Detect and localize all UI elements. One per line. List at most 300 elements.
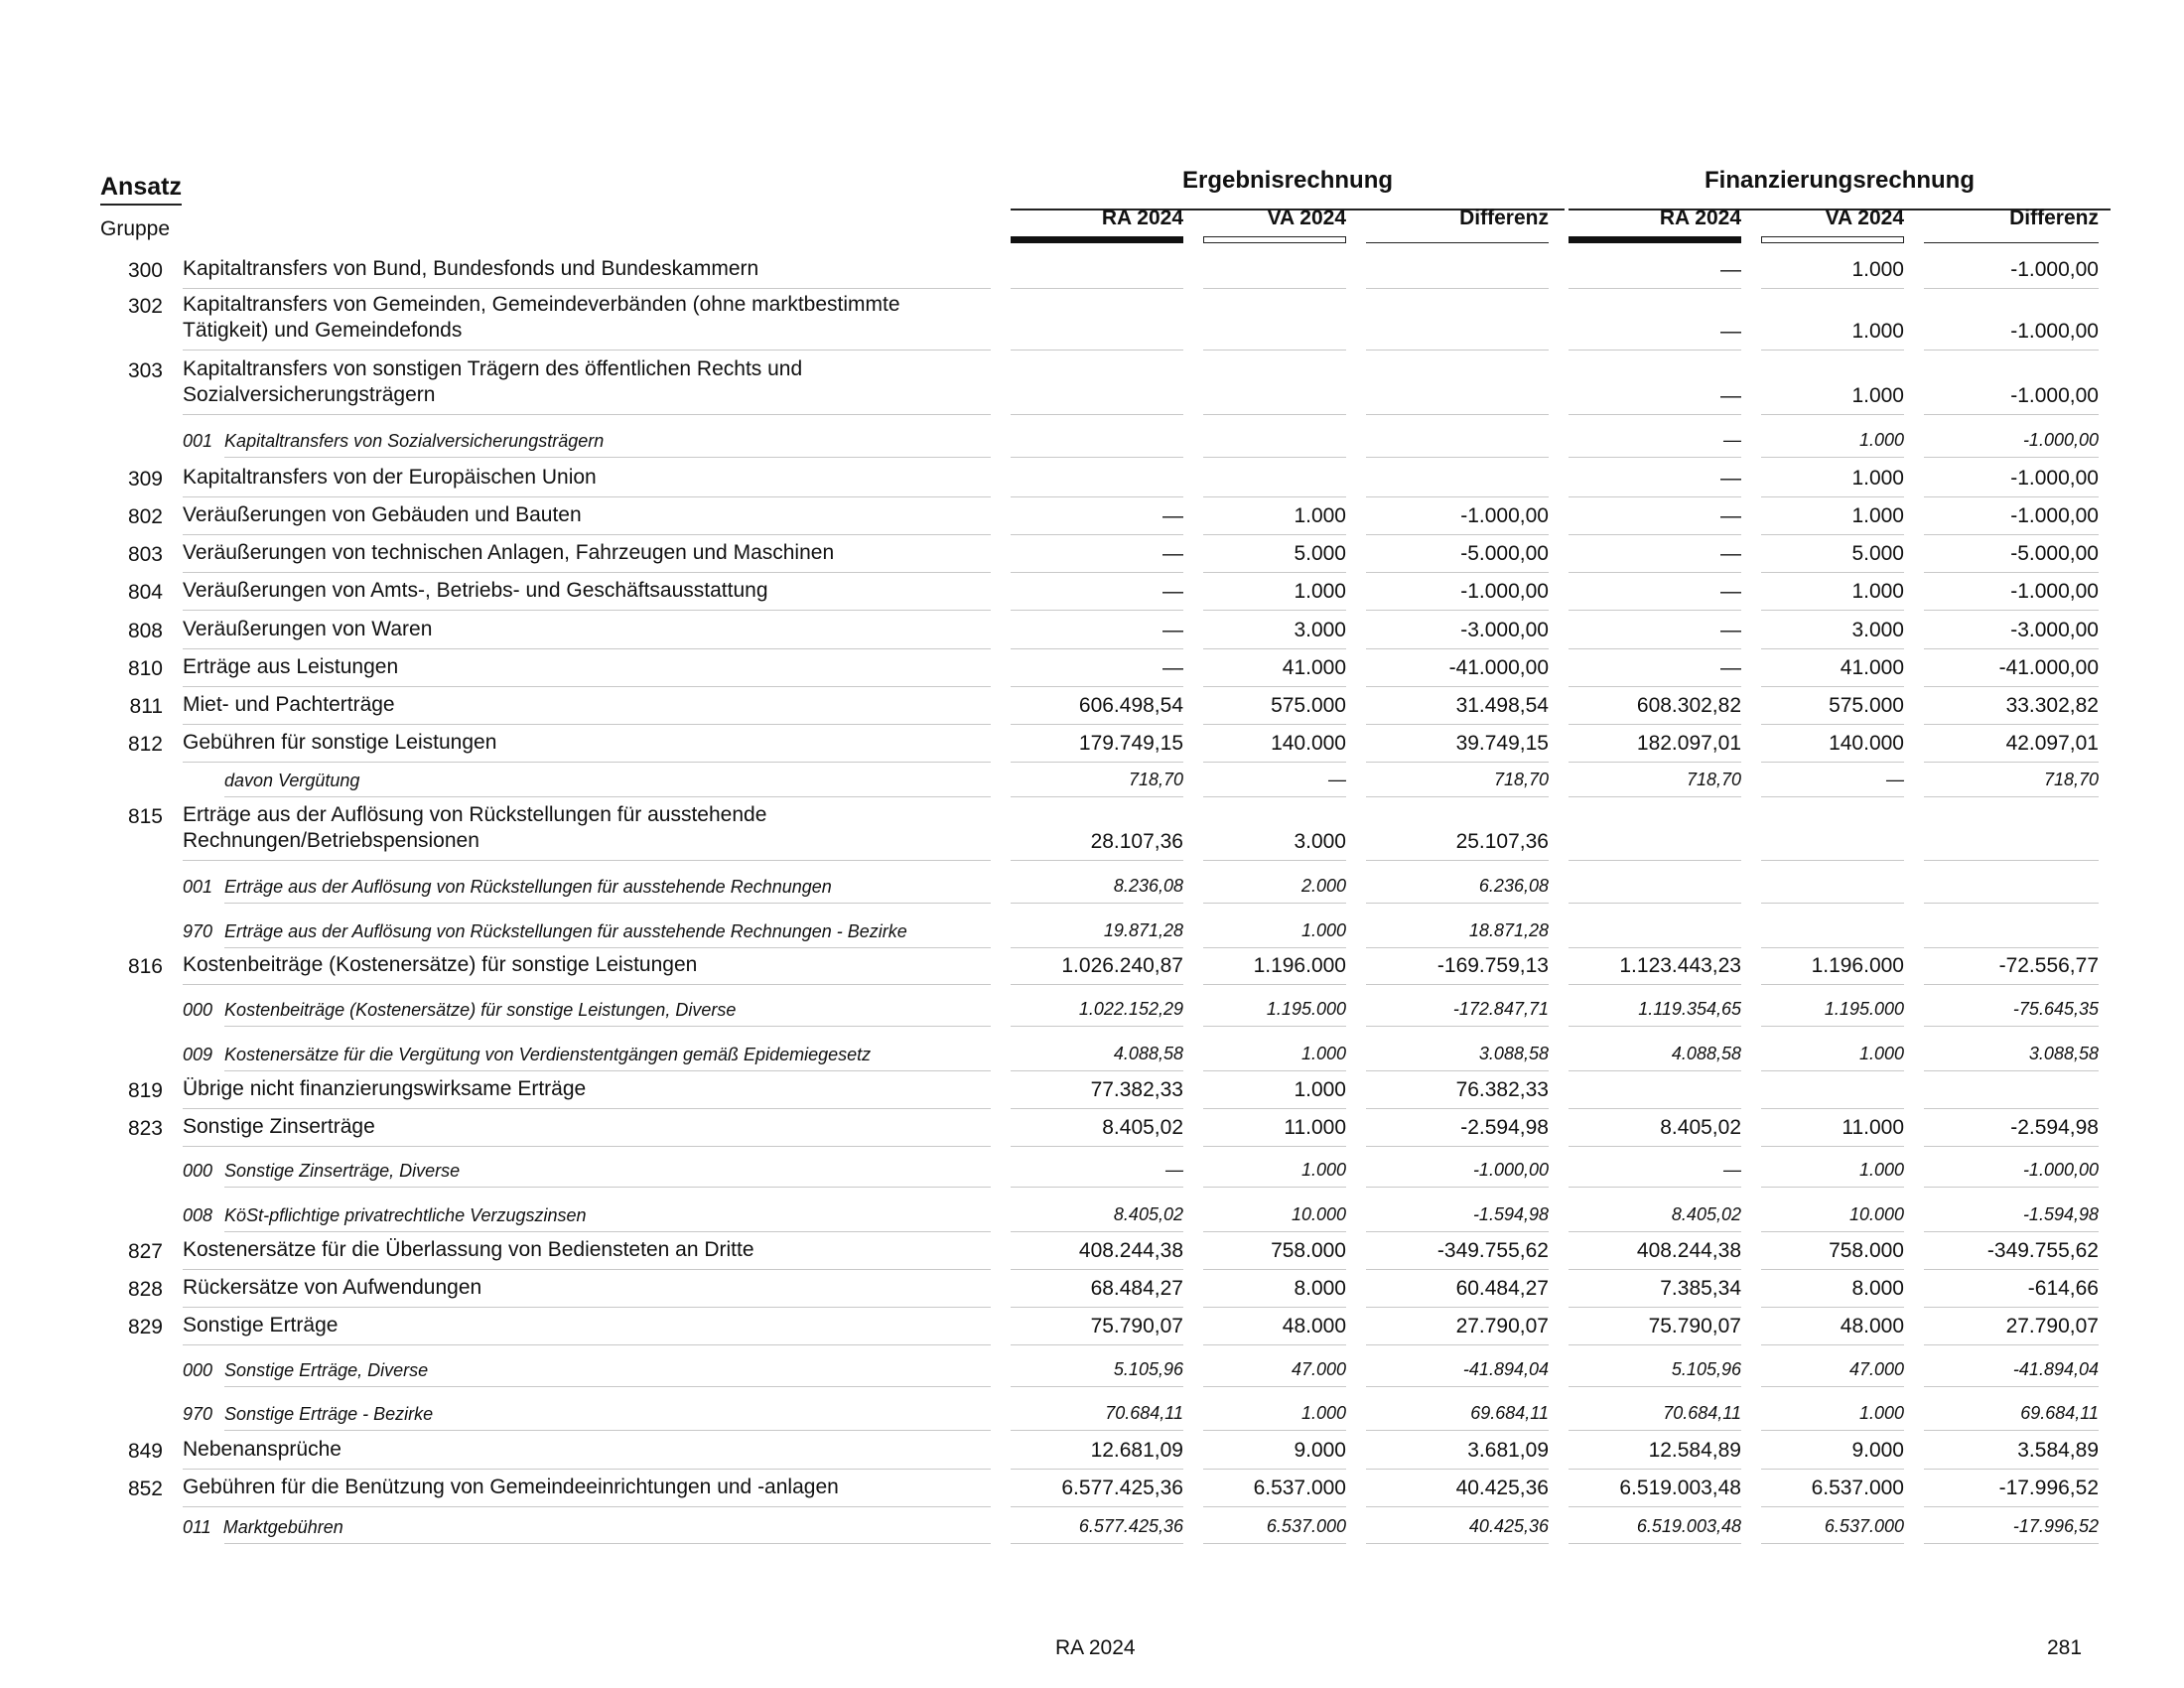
ansatz-code: 852 — [127, 1477, 163, 1500]
cell-finanz-ra: 75.790,07 — [1648, 1315, 1741, 1337]
row-label — [183, 292, 997, 344]
cell-finanz-df: -17.996,52 — [1998, 1477, 2099, 1499]
cell-divider — [1366, 534, 1549, 535]
cell-divider — [1924, 1269, 2099, 1270]
cell-finanz-ra: — — [1720, 542, 1741, 565]
cell-divider — [1761, 1269, 1904, 1270]
cell-ergebnis-va: 3.000 — [1294, 830, 1346, 853]
cell-ergebnis-ra: 6.577.425,36 — [1061, 1477, 1183, 1499]
cell-divider — [1761, 457, 1904, 458]
cell-finanz-va: 47.000 — [1848, 1359, 1904, 1379]
gruppe-heading: Gruppe — [100, 217, 171, 240]
column-marker-va — [1761, 236, 1904, 243]
cell-ergebnis-va: 41.000 — [1282, 656, 1346, 679]
footer-report-label: RA 2024 — [1055, 1636, 1136, 1659]
row-divider — [224, 1187, 991, 1188]
cell-ergebnis-va: 1.000 — [1300, 1403, 1346, 1423]
cell-divider — [1011, 1469, 1183, 1470]
cell-divider — [1011, 686, 1183, 687]
ansatz-code: 812 — [127, 733, 163, 756]
row-label — [183, 1313, 997, 1338]
cell-divider — [1011, 648, 1183, 649]
row-divider — [224, 1231, 991, 1232]
cell-divider — [1569, 1307, 1741, 1308]
cell-divider — [1011, 796, 1183, 797]
cell-divider — [1203, 1543, 1346, 1544]
ansatz-code: 808 — [127, 620, 163, 642]
cell-divider — [1761, 288, 1904, 289]
cell-ergebnis-df: -172.847,71 — [1452, 999, 1549, 1019]
cell-ergebnis-va: 1.195.000 — [1266, 999, 1346, 1019]
cell-divider — [1569, 572, 1741, 573]
cell-divider — [1924, 984, 2099, 985]
sub-label-text: Sonstige Zinserträge, Diverse — [224, 1161, 461, 1181]
row-divider — [183, 1307, 991, 1308]
cell-divider — [1761, 350, 1904, 351]
table-row — [0, 536, 2184, 574]
cell-divider — [1203, 1070, 1346, 1071]
cell-finanz-df: -17.996,52 — [2012, 1516, 2099, 1536]
cell-finanz-df: 27.790,07 — [2005, 1315, 2099, 1337]
cell-finanz-ra: 1.119.354,65 — [1638, 999, 1741, 1019]
cell-finanz-df: -5.000,00 — [2010, 542, 2099, 565]
column-header-finanz-ra: RA 2024 — [1659, 207, 1741, 229]
table-row — [0, 252, 2184, 290]
cell-finanz-ra: 408.244,38 — [1636, 1239, 1741, 1262]
row-label — [183, 540, 997, 566]
cell-ergebnis-df: 3.681,09 — [1467, 1439, 1549, 1462]
row-label — [183, 1158, 997, 1184]
table-subrow — [0, 1507, 2184, 1545]
cell-divider — [1011, 457, 1183, 458]
cell-divider — [1011, 288, 1183, 289]
cell-divider — [1203, 496, 1346, 497]
cell-divider — [1366, 724, 1549, 725]
ansatz-code: 804 — [127, 581, 163, 604]
cell-divider — [1761, 648, 1904, 649]
row-divider — [183, 288, 991, 289]
cell-divider — [1203, 1108, 1346, 1109]
row-divider — [183, 534, 991, 535]
cell-divider — [1761, 1543, 1904, 1544]
cell-divider — [1569, 1543, 1741, 1544]
cell-divider — [1761, 1344, 1904, 1345]
cell-ergebnis-va: 48.000 — [1282, 1315, 1346, 1337]
cell-divider — [1569, 496, 1741, 497]
cell-divider — [1761, 1187, 1904, 1188]
cell-divider — [1203, 724, 1346, 725]
cell-divider — [1366, 610, 1549, 611]
sub-code: 001 — [183, 877, 213, 897]
row-label — [183, 465, 997, 491]
cell-finanz-df: -1.000,00 — [2022, 430, 2099, 450]
cell-divider — [1924, 1344, 2099, 1345]
cell-divider — [1011, 1026, 1183, 1027]
label-line: Veräußerungen von technischen Anlagen, Fahrzeugen und Maschinen — [183, 541, 835, 564]
row-label — [183, 918, 997, 944]
cell-finanz-va: 575.000 — [1829, 694, 1904, 717]
cell-divider — [1366, 984, 1549, 985]
cell-ergebnis-va: 9.000 — [1294, 1439, 1346, 1462]
cell-ergebnis-ra: 179.749,15 — [1078, 732, 1183, 755]
cell-ergebnis-df: -1.000,00 — [1460, 580, 1549, 603]
cell-divider — [1569, 1344, 1741, 1345]
cell-divider — [1569, 1430, 1741, 1431]
column-marker-ra — [1569, 236, 1741, 243]
cell-divider — [1569, 686, 1741, 687]
cell-divider — [1366, 796, 1549, 797]
cell-ergebnis-df: -1.000,00 — [1460, 504, 1549, 527]
label-line: Veräußerungen von Gebäuden und Bauten — [183, 503, 582, 526]
row-divider — [183, 572, 991, 573]
cell-divider — [1203, 984, 1346, 985]
row-divider — [224, 796, 991, 797]
row-divider — [224, 1070, 991, 1071]
column-marker-df — [1366, 236, 1549, 243]
cell-finanz-ra: 4.088,58 — [1671, 1044, 1741, 1063]
cell-ergebnis-ra: 70.684,11 — [1105, 1403, 1183, 1423]
cell-divider — [1761, 1070, 1904, 1071]
cell-finanz-df: 3.584,89 — [2017, 1439, 2099, 1462]
cell-divider — [1011, 350, 1183, 351]
label-line: Rückersätze von Aufwendungen — [183, 1276, 482, 1299]
cell-finanz-df: -3.000,00 — [2010, 619, 2099, 641]
cell-divider — [1203, 1026, 1346, 1027]
cell-finanz-ra: 8.405,02 — [1671, 1204, 1741, 1224]
cell-finanz-va: 6.537.000 — [1824, 1516, 1904, 1536]
cell-divider — [1761, 1026, 1904, 1027]
cell-divider — [1569, 1469, 1741, 1470]
cell-finanz-df: -349.755,62 — [1986, 1239, 2099, 1262]
row-divider — [224, 1543, 991, 1544]
row-divider — [224, 1026, 991, 1027]
cell-finanz-va: 11.000 — [1842, 1116, 1904, 1139]
row-label — [183, 654, 997, 680]
cell-finanz-va: — — [1886, 770, 1904, 789]
row-label — [183, 428, 997, 454]
cell-ergebnis-va: 1.000 — [1300, 920, 1346, 940]
cell-divider — [1924, 610, 2099, 611]
cell-ergebnis-ra: 606.498,54 — [1078, 694, 1183, 717]
ansatz-code: 829 — [127, 1316, 163, 1338]
row-divider — [224, 1430, 991, 1431]
sub-label-text: Marktgebühren — [222, 1517, 343, 1537]
cell-divider — [1569, 288, 1741, 289]
cell-divider — [1366, 350, 1549, 351]
row-divider — [183, 648, 991, 649]
row-label — [183, 356, 997, 408]
ansatz-code: 815 — [127, 805, 163, 828]
cell-divider — [1366, 1469, 1549, 1470]
table-row — [0, 650, 2184, 688]
cell-ergebnis-ra: — — [1162, 619, 1183, 641]
cell-divider — [1366, 1231, 1549, 1232]
row-label — [183, 578, 997, 604]
cell-divider — [1761, 572, 1904, 573]
row-divider — [183, 350, 991, 351]
cell-finanz-ra: 1.123.443,23 — [1619, 954, 1741, 977]
cell-finanz-va: 1.000 — [1851, 384, 1904, 407]
cell-finanz-df: -1.000,00 — [2010, 320, 2099, 343]
table-row — [0, 800, 2184, 862]
cell-divider — [1011, 1187, 1183, 1188]
cell-finanz-va: 5.000 — [1851, 542, 1904, 565]
row-divider — [183, 1469, 991, 1470]
cell-divider — [1924, 1231, 2099, 1232]
sub-code: 970 — [183, 921, 213, 941]
cell-finanz-va: 758.000 — [1829, 1239, 1904, 1262]
cell-finanz-va: 8.000 — [1851, 1277, 1904, 1300]
sub-label-text: Erträge aus der Auflösung von Rückstellungen für ausstehende Rechnungen — [224, 877, 832, 897]
cell-divider — [1366, 686, 1549, 687]
table-row — [0, 461, 2184, 498]
cell-ergebnis-ra: 408.244,38 — [1078, 1239, 1183, 1262]
cell-ergebnis-df: -169.759,13 — [1436, 954, 1549, 977]
cell-divider — [1761, 1307, 1904, 1308]
cell-finanz-ra: — — [1720, 320, 1741, 343]
cell-finanz-df: 3.088,58 — [2028, 1044, 2099, 1063]
cell-divider — [1761, 1430, 1904, 1431]
label-line: Kapitaltransfers von Bund, Bundesfonds und Bundeskammern — [183, 257, 759, 280]
cell-finanz-ra: 12.584,89 — [1648, 1439, 1741, 1462]
cell-ergebnis-ra: 8.405,02 — [1113, 1204, 1183, 1224]
cell-divider — [1366, 648, 1549, 649]
table-subrow — [0, 986, 2184, 1028]
cell-divider — [1924, 350, 2099, 351]
cell-divider — [1011, 1070, 1183, 1071]
cell-divider — [1924, 796, 2099, 797]
cell-ergebnis-ra: — — [1165, 1160, 1183, 1180]
label-line: Kapitaltransfers von der Europäischen Union — [183, 466, 597, 489]
ansatz-code: 823 — [127, 1117, 163, 1140]
cell-divider — [1569, 1386, 1741, 1387]
cell-finanz-va: 1.195.000 — [1824, 999, 1904, 1019]
cell-ergebnis-va: 10.000 — [1291, 1204, 1346, 1224]
cell-ergebnis-df: -349.755,62 — [1436, 1239, 1549, 1262]
cell-divider — [1761, 496, 1904, 497]
table-subrow — [0, 1346, 2184, 1388]
cell-ergebnis-ra: — — [1162, 580, 1183, 603]
label-line: Rechnungen/Betriebspensionen — [183, 829, 479, 852]
cell-ergebnis-ra: 68.484,27 — [1090, 1277, 1183, 1300]
table-row — [0, 948, 2184, 986]
cell-divider — [1761, 686, 1904, 687]
finanzierungsrechnung-heading: Finanzierungsrechnung — [1569, 167, 2111, 211]
cell-ergebnis-ra: — — [1162, 656, 1183, 679]
cell-finanz-ra: — — [1720, 580, 1741, 603]
cell-divider — [1569, 414, 1741, 415]
table-row — [0, 1471, 2184, 1508]
cell-divider — [1011, 534, 1183, 535]
cell-finanz-ra: 718,70 — [1686, 770, 1741, 789]
cell-divider — [1366, 1108, 1549, 1109]
cell-finanz-df: 69.684,11 — [2020, 1403, 2099, 1423]
cell-divider — [1203, 1469, 1346, 1470]
cell-divider — [1569, 984, 1741, 985]
column-header-ergebnis-df: Differenz — [1459, 207, 1549, 229]
label-line: Kapitaltransfers von sonstigen Trägern des öffentlichen Rechts und — [183, 357, 803, 380]
cell-ergebnis-va: 140.000 — [1271, 732, 1346, 755]
ansatz-code: 309 — [127, 468, 163, 491]
sub-code: 011 — [183, 1517, 211, 1537]
sub-label-text: Sonstige Erträge, Diverse — [224, 1360, 429, 1380]
cell-divider — [1011, 1430, 1183, 1431]
label-line: Veräußerungen von Amts-, Betriebs- und Geschäftsausstattung — [183, 579, 768, 602]
cell-ergebnis-df: 6.236,08 — [1478, 876, 1549, 896]
cell-finanz-va: 3.000 — [1851, 619, 1904, 641]
cell-divider — [1924, 1307, 2099, 1308]
sub-code: 000 — [183, 1161, 213, 1181]
cell-finanz-va: 1.000 — [1851, 320, 1904, 343]
cell-divider — [1203, 903, 1346, 904]
cell-ergebnis-df: -1.000,00 — [1472, 1160, 1549, 1180]
cell-ergebnis-ra: — — [1162, 504, 1183, 527]
cell-finanz-va: 1.196.000 — [1811, 954, 1904, 977]
cell-divider — [1203, 288, 1346, 289]
cell-divider — [1761, 610, 1904, 611]
cell-ergebnis-df: 18.871,28 — [1468, 920, 1549, 940]
cell-finanz-va: 1.000 — [1851, 504, 1904, 527]
sub-label-text: Erträge aus der Auflösung von Rückstellungen für ausstehende Rechnungen - Bezirke — [224, 921, 907, 941]
cell-finanz-df: 718,70 — [2043, 770, 2099, 789]
cell-finanz-df: -41.000,00 — [1998, 656, 2099, 679]
cell-divider — [1569, 1269, 1741, 1270]
sub-label-text: Kapitaltransfers von Sozialversicherungsträgern — [224, 431, 605, 451]
table-subrow — [0, 906, 2184, 949]
cell-divider — [1924, 457, 2099, 458]
cell-ergebnis-va: 47.000 — [1291, 1359, 1346, 1379]
cell-ergebnis-va: 3.000 — [1294, 619, 1346, 641]
cell-ergebnis-df: 31.498,54 — [1455, 694, 1549, 717]
cell-divider — [1011, 1269, 1183, 1270]
cell-finanz-df: -41.894,04 — [2012, 1359, 2099, 1379]
cell-divider — [1011, 984, 1183, 985]
cell-divider — [1924, 648, 2099, 649]
sub-label-text: Kostenbeiträge (Kostenersätze) für sonstige Leistungen, Diverse — [224, 1000, 737, 1020]
cell-finanz-ra: 182.097,01 — [1636, 732, 1741, 755]
cell-divider — [1366, 414, 1549, 415]
cell-finanz-df: -72.556,77 — [1998, 954, 2099, 977]
cell-divider — [1761, 1469, 1904, 1470]
row-label — [183, 1237, 997, 1263]
cell-divider — [1366, 1269, 1549, 1270]
cell-divider — [1203, 686, 1346, 687]
label-line: Sonstige Erträge — [183, 1314, 339, 1336]
cell-ergebnis-va: 6.537.000 — [1266, 1516, 1346, 1536]
cell-divider — [1924, 414, 2099, 415]
cell-divider — [1761, 1108, 1904, 1109]
row-divider — [183, 724, 991, 725]
cell-finanz-ra: — — [1723, 430, 1741, 450]
cell-finanz-ra: 7.385,34 — [1660, 1277, 1741, 1300]
cell-divider — [1203, 860, 1346, 861]
cell-divider — [1924, 1070, 2099, 1071]
ansatz-code: 828 — [127, 1278, 163, 1301]
row-label — [183, 1514, 997, 1540]
ansatz-code: 811 — [129, 695, 163, 718]
label-line: Gebühren für die Benützung von Gemeindeeinrichtungen und -anlagen — [183, 1476, 839, 1498]
ansatz-code: 302 — [127, 295, 163, 318]
cell-divider — [1924, 1187, 2099, 1188]
cell-finanz-df: -1.000,00 — [2010, 258, 2099, 281]
column-marker-df — [1924, 236, 2099, 243]
row-label — [183, 730, 997, 756]
cell-divider — [1761, 903, 1904, 904]
cell-finanz-va: 9.000 — [1851, 1439, 1904, 1462]
cell-divider — [1366, 1307, 1549, 1308]
table-row — [0, 352, 2184, 416]
row-label — [183, 1401, 997, 1427]
label-line: Übrige nicht finanzierungswirksame Erträge — [183, 1077, 587, 1100]
table-subrow — [0, 863, 2184, 905]
cell-ergebnis-df: -3.000,00 — [1460, 619, 1549, 641]
cell-divider — [1011, 860, 1183, 861]
cell-divider — [1924, 1543, 2099, 1544]
row-divider — [183, 984, 991, 985]
row-divider — [183, 1344, 991, 1345]
cell-divider — [1011, 724, 1183, 725]
cell-ergebnis-ra: 5.105,96 — [1113, 1359, 1183, 1379]
cell-finanz-ra: 70.684,11 — [1663, 1403, 1741, 1423]
cell-ergebnis-ra: 12.681,09 — [1090, 1439, 1183, 1462]
cell-divider — [1366, 1344, 1549, 1345]
cell-finanz-va: 140.000 — [1829, 732, 1904, 755]
cell-ergebnis-df: 27.790,07 — [1455, 1315, 1549, 1337]
cell-finanz-df: -1.000,00 — [2010, 467, 2099, 490]
cell-ergebnis-va: 1.000 — [1294, 580, 1346, 603]
label-line: Sonstige Zinserträge — [183, 1115, 375, 1138]
cell-divider — [1203, 648, 1346, 649]
row-label — [183, 1275, 997, 1301]
cell-divider — [1366, 1386, 1549, 1387]
label-line: Miet- und Pachterträge — [183, 693, 395, 716]
cell-ergebnis-ra: 8.405,02 — [1102, 1116, 1183, 1139]
cell-finanz-ra: 6.519.003,48 — [1636, 1516, 1741, 1536]
ergebnisrechnung-heading: Ergebnisrechnung — [1011, 167, 1565, 211]
cell-ergebnis-va: 1.000 — [1294, 504, 1346, 527]
cell-ergebnis-df: 40.425,36 — [1468, 1516, 1549, 1536]
cell-divider — [1203, 1344, 1346, 1345]
row-label — [183, 1114, 997, 1140]
cell-ergebnis-df: -1.594,98 — [1472, 1204, 1549, 1224]
table-subrow — [0, 763, 2184, 798]
cell-finanz-ra: — — [1720, 656, 1741, 679]
cell-divider — [1761, 860, 1904, 861]
table-row — [0, 1433, 2184, 1471]
row-divider — [183, 610, 991, 611]
cell-finanz-ra: — — [1720, 384, 1741, 407]
row-label — [183, 997, 997, 1023]
ansatz-code: 819 — [127, 1079, 163, 1102]
cell-ergebnis-ra: 28.107,36 — [1090, 830, 1183, 853]
cell-divider — [1203, 1269, 1346, 1270]
cell-finanz-va: 1.000 — [1858, 1044, 1904, 1063]
cell-ergebnis-df: 76.382,33 — [1455, 1078, 1549, 1101]
sub-code: 970 — [183, 1404, 213, 1424]
cell-ergebnis-ra: 8.236,08 — [1113, 876, 1183, 896]
sub-label-text: KöSt-pflichtige privatrechtliche Verzugszinsen — [224, 1205, 587, 1225]
cell-finanz-ra: — — [1720, 258, 1741, 281]
row-label — [183, 1437, 997, 1463]
cell-ergebnis-va: 1.000 — [1300, 1160, 1346, 1180]
cell-divider — [1366, 1543, 1549, 1544]
cell-divider — [1924, 724, 2099, 725]
label-line: davon Vergütung — [224, 771, 360, 790]
cell-finanz-ra: — — [1723, 1160, 1741, 1180]
cell-ergebnis-ra: 1.026.240,87 — [1061, 954, 1183, 977]
cell-divider — [1761, 534, 1904, 535]
table-row — [0, 1072, 2184, 1110]
